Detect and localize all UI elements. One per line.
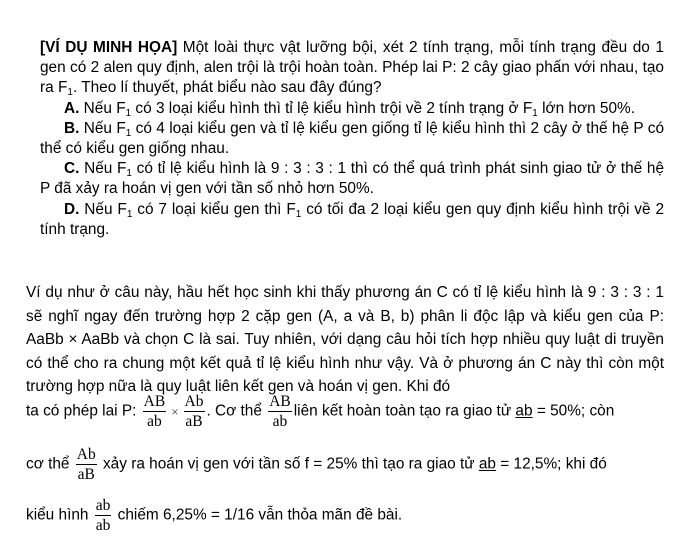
fraction-ab-ab: $\frac{ab}{ab}$ bbox=[95, 497, 111, 534]
recombination-line: cơ thể $\frac{Ab}{aB}$ xảy ra hoán vị gen với tần số f = 25% thì tạo ra giao tử ab = 12,5%; khi đó bbox=[26, 446, 607, 483]
option-c-label: C. bbox=[64, 160, 80, 178]
fraction-AB-ab-2: $\frac{AB}{ab}$ bbox=[269, 393, 291, 430]
phenotype-line: kiểu hình $\frac{ab}{ab}$ chiếm 6,25% = 1/16 vẫn thỏa mãn đề bài. bbox=[26, 497, 403, 534]
cross-line: ta có phép lai P: $\frac{AB}{ab}$ × $\frac{Ab}{aB}$ . Cơ thể $\frac{AB}{ab}$ liên kết hoàn toàn tạo ra giao tử ab = 50%; còn bbox=[26, 393, 615, 430]
fraction-Ab-aB-2: $\frac{Ab}{aB}$ bbox=[76, 446, 96, 483]
option-d-label: D. bbox=[64, 200, 80, 218]
example-tag: [VÍ DỤ MINH HỌA] bbox=[40, 39, 178, 56]
option-d: D. Nếu $F_1$ có 7 loại kiểu gen thì $F_1$ có tối đa 2 loại kiểu gen quy định kiểu hình trội về 2 tính trạng. bbox=[40, 200, 665, 238]
option-b-label: B. bbox=[64, 119, 80, 137]
option-a-label: A. bbox=[64, 99, 80, 117]
option-c: C. Nếu $F_1$ có tỉ lệ kiểu hình là 9 : 3 : 3 : 1 thì có thể quá trình phát sinh giao tử ở thế hệ P đã xảy ra hoán vị gen với tần số nhỏ hơn 50%. bbox=[40, 160, 664, 198]
gamete-ab: ab bbox=[515, 402, 533, 420]
gamete-ab-2: ab bbox=[478, 455, 496, 473]
explanation-paragraph: Ví dụ như ở câu này, hầu hết học sinh khi thấy phương án C có tỉ lệ kiểu hình là 9 : 3 : 3 : 1 sẽ nghĩ ngay đến trường hợp 2 cặp gen (A, a và B, b) phân li độc lập và kiểu gen của P: AaBb × AaBb và chọn C là sai. Tuy nhiên, với dạng câu hỏi tích hợp nhiều quy luật di truyền có thể cho ra chung một kết quả tỉ lệ kiểu hình như vậy. Và ở phương án C này thì còn một trường hợp nữa là quy luật liên kết gen và hoán vị gen. Khi đó bbox=[26, 284, 664, 395]
times-sign: × bbox=[171, 403, 179, 419]
question-stem: [VÍ DỤ MINH HỌA] Một loài thực vật lưỡng bội, xét 2 tính trạng, mỗi tính trạng đều do 1 gen có 2 alen quy định, alen trội là trội hoàn toàn. Phép lai P: 2 cây giao phấn với nhau, tạo ra $F_1$. Theo lí thuyết, phát biểu nào sau đây đúng? bbox=[40, 39, 664, 99]
explanation-block bbox=[26, 281, 664, 399]
option-b: B. Nếu $F_1$ có 4 loại kiểu gen và tỉ lệ kiểu gen giống tỉ lệ kiểu hình thì 2 cây ở thế hệ P có thể có kiểu gen giống nhau. bbox=[40, 119, 665, 158]
fraction-AB-ab: $\frac{AB}{ab}$ bbox=[143, 393, 166, 430]
fraction-Ab-aB: $\frac{Ab}{aB}$ bbox=[184, 393, 204, 430]
option-a: A. Nếu $F_1$ có 3 loại kiểu hình thì tỉ lệ kiểu hình trội về 2 tính trạng ở $F_1$ lớn hơn 50%. bbox=[64, 99, 635, 119]
question-block bbox=[40, 38, 664, 240]
